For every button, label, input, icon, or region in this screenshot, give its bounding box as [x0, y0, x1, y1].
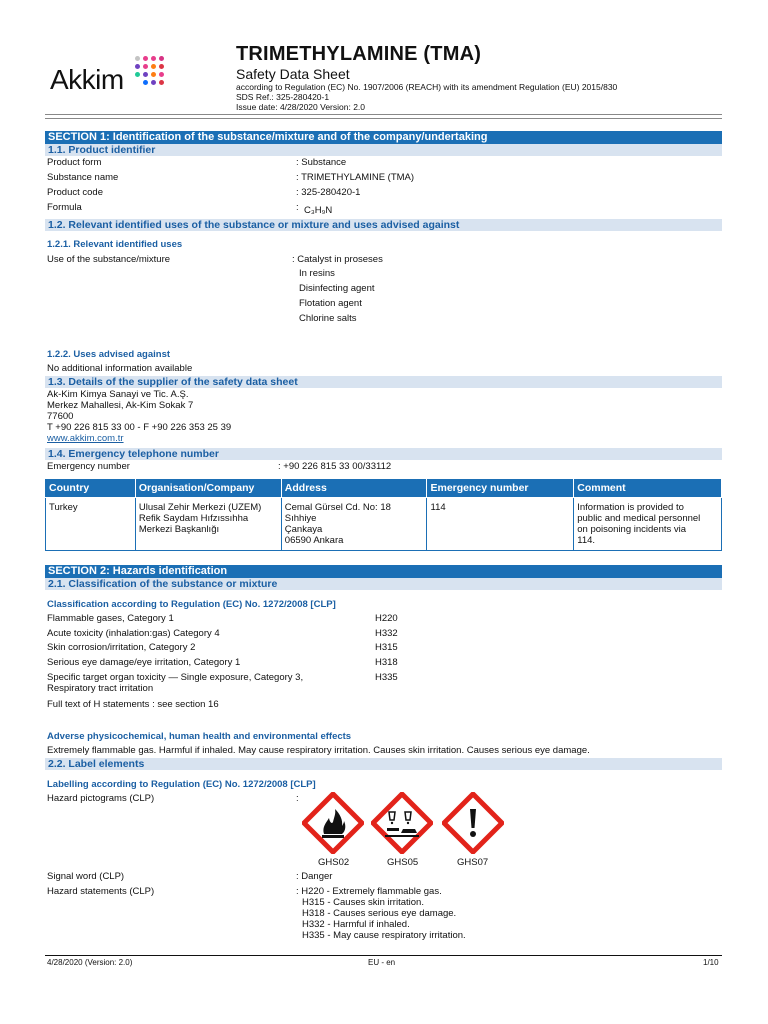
use-label: Use of the substance/mixture: [47, 254, 171, 265]
supplier-block: [47, 389, 231, 433]
adverse-effects-text: Extremely flammable gas. Harmful if inhaled. May cause respiratory irritation. Causes skin irritation. Causes serious eye damage.: [47, 745, 590, 756]
table-row: [46, 498, 722, 551]
classification-label: Flammable gases, Category 1: [47, 613, 174, 624]
signal-word-value: : Danger: [296, 871, 333, 882]
supplier-street: Merkez Mahallesi, Ak-Kim Sokak 7: [47, 400, 194, 411]
hazard-pictograms-label: Hazard pictograms (CLP): [47, 793, 155, 804]
clp-classification-heading: Classification according to Regulation (EC) No. 1272/2008 [CLP]: [47, 599, 336, 610]
pictograms-colon: :: [296, 793, 299, 804]
org-line: Refik Saydam Hıfzıssıhha: [138, 513, 249, 524]
comment-line: Information is provided to: [577, 502, 684, 513]
address-line: Sıhhiye: [284, 513, 317, 524]
classification-code: H335: [375, 672, 398, 683]
signal-word-label: Signal word (CLP): [47, 871, 125, 882]
field-value-product-form: : Substance: [296, 157, 347, 168]
hazard-statement: : H220 - Extremely flammable gas.: [296, 886, 442, 897]
emergency-table: [45, 478, 722, 551]
classification-code: H315: [375, 642, 398, 653]
table-cell-comment: [574, 498, 722, 551]
use-item: : Catalyst in proseses: [292, 254, 383, 265]
footer-date: 4/28/2020 (Version: 2.0): [47, 958, 133, 967]
pictogram-code: GHS02: [318, 857, 350, 868]
use-item: Chlorine salts: [299, 313, 357, 324]
table-cell-emergency-number: 114: [427, 498, 574, 551]
use-item: Flotation agent: [299, 298, 362, 309]
section-1-heading: SECTION 1: Identification of the substance/mixture and of the company/undertaking: [45, 131, 722, 144]
classification-label: Specific target organ toxicity — Single exposure, Category 3,: [47, 672, 304, 683]
hazard-statement: H318 - Causes serious eye damage.: [302, 908, 457, 919]
issue-date: Issue date: 4/28/2020 Version: 2.0: [236, 102, 366, 112]
footer-page-number: 1/10: [703, 958, 719, 967]
full-text-note: Full text of H statements : see section 16: [47, 699, 219, 710]
hazard-statements-label: Hazard statements (CLP): [47, 886, 155, 897]
document-meta: [236, 82, 617, 112]
field-label-product-form: Product form: [47, 157, 102, 168]
subsection-1-4-heading: 1.4. Emergency telephone number: [45, 448, 722, 460]
field-value-substance-name: : TRIMETHYLAMINE (TMA): [296, 172, 415, 183]
subsection-1-2-heading: 1.2. Relevant identified uses of the substance or mixture and uses advised against: [45, 219, 722, 231]
table-header: Comment: [574, 479, 722, 498]
document-type: Safety Data Sheet: [236, 66, 350, 82]
hazard-statements-block: [296, 886, 466, 941]
comment-line: public and medical personnel: [577, 513, 701, 524]
comment-line: 114.: [577, 535, 596, 546]
field-label-product-code: Product code: [47, 187, 103, 198]
regulation-text: according to Regulation (EC) No. 1907/2006 (REACH) with its amendment Regulation (EU) 2015/830: [236, 82, 618, 92]
field-value-product-code: : 325-280420-1: [296, 187, 361, 198]
classification-code: H318: [375, 657, 398, 668]
adverse-effects-heading: Adverse physicochemical, human health and environmental effects: [47, 731, 352, 742]
table-header: Emergency number: [427, 479, 574, 498]
emergency-label: Emergency number: [47, 461, 130, 472]
no-info-text: No additional information available: [47, 363, 193, 374]
supplier-name: Ak-Kim Kimya Sanayi ve Tic. A.Ş.: [47, 389, 189, 400]
classification-label: Skin corrosion/irritation, Category 2: [47, 642, 196, 653]
logo-wordmark: Akkim: [50, 64, 124, 95]
field-value-formula: :: [296, 202, 299, 213]
use-item: Disinfecting agent: [299, 283, 375, 294]
supplier-postcode: 77600: [47, 411, 74, 422]
field-label-substance-name: Substance name: [47, 172, 119, 183]
comment-line: on poisoning incidents via: [577, 524, 687, 535]
logo-dots-icon: [135, 56, 171, 92]
classification-code: H220: [375, 613, 398, 624]
sds-ref: SDS Ref.: 325-280420-1: [236, 92, 330, 102]
hazard-statement: H332 - Harmful if inhaled.: [302, 919, 410, 930]
classification-label: Serious eye damage/eye irritation, Category 1: [47, 657, 241, 668]
table-header-row: [46, 479, 722, 498]
header-divider: [45, 114, 722, 115]
labelling-heading: Labelling according to Regulation (EC) No. 1272/2008 [CLP]: [47, 779, 316, 790]
classification-label-continued: Respiratory tract irritation: [47, 683, 154, 694]
supplier-phone: T +90 226 815 33 00 - F +90 226 353 25 39: [47, 422, 232, 433]
header-divider-2: [45, 118, 722, 119]
formula-value: C₃H₉N: [304, 205, 333, 216]
subsection-1-1-heading: 1.1. Product identifier: [45, 144, 722, 156]
table-header: Address: [281, 479, 427, 498]
table-cell-country: Turkey: [46, 498, 136, 551]
hazard-statement: H315 - Causes skin irritation.: [302, 897, 424, 908]
hazard-statement: H335 - May cause respiratory irritation.: [302, 930, 466, 941]
supplier-website-link[interactable]: www.akkim.com.tr: [47, 433, 124, 444]
ghs02-flame-icon: [302, 792, 364, 854]
ghs07-exclamation-icon: [442, 792, 504, 854]
subsection-1-2-1-heading: 1.2.1. Relevant identified uses: [47, 239, 183, 250]
section-2-heading: SECTION 2: Hazards identification: [45, 565, 722, 578]
product-title: TRIMETHYLAMINE (TMA): [236, 43, 482, 65]
address-line: 06590 Ankara: [284, 535, 344, 546]
classification-code: H332: [375, 628, 398, 639]
classification-label: Acute toxicity (inhalation:gas) Category 4: [47, 628, 220, 639]
pictogram-code: GHS05: [387, 857, 419, 868]
ghs05-corrosion-icon: [371, 792, 433, 854]
footer-language: EU - en: [368, 958, 396, 967]
table-cell-organisation: [135, 498, 281, 551]
subsection-1-3-heading: 1.3. Details of the supplier of the safety data sheet: [45, 376, 722, 388]
org-line: Ulusal Zehir Merkezi (UZEM): [138, 502, 262, 513]
company-logo: [50, 50, 170, 100]
table-header: Country: [46, 479, 136, 498]
field-label-formula: Formula: [47, 202, 82, 213]
address-line: Cemal Gürsel Cd. No: 18: [284, 502, 391, 513]
table-cell-address: [281, 498, 427, 551]
use-item: In resins: [299, 268, 335, 279]
org-line: Merkezi Başkanlığı: [138, 524, 220, 535]
subsection-2-2-heading: 2.2. Label elements: [45, 758, 722, 770]
subsection-1-2-2-heading: 1.2.2. Uses advised against: [47, 349, 171, 360]
subsection-2-1-heading: 2.1. Classification of the substance or mixture: [45, 578, 722, 590]
pictogram-code: GHS07: [457, 857, 489, 868]
footer-divider: [45, 955, 722, 956]
emergency-value: : +90 226 815 33 00/33112: [278, 461, 392, 472]
address-line: Çankaya: [284, 524, 323, 535]
table-header: Organisation/Company: [135, 479, 281, 498]
